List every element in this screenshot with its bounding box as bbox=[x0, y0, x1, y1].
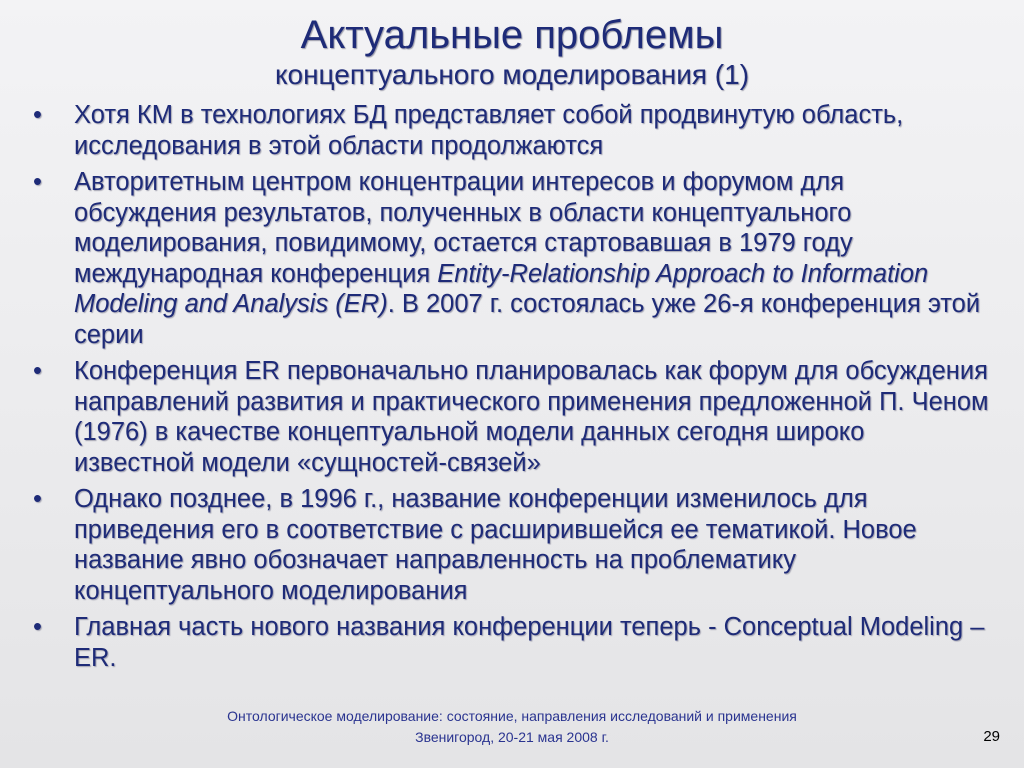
slide-title: Актуальные проблемы bbox=[300, 13, 724, 57]
bullet-item-1 bbox=[30, 100, 990, 161]
bullet-item-4 bbox=[30, 484, 990, 606]
bullet-marker: • bbox=[33, 613, 42, 641]
bullet-text: Хотя КМ в технологиях БД представляет собой продвинутую область, исследования в этой области продолжаются bbox=[74, 101, 904, 160]
conference-name: Entity-Relationship Approach to Information Modeling and Analysis (ER) bbox=[74, 259, 929, 318]
bullet-list bbox=[30, 100, 990, 679]
bullet-item-3 bbox=[30, 356, 990, 478]
bullet-marker: • bbox=[33, 168, 42, 196]
bullet-marker: • bbox=[33, 485, 42, 513]
page-number: 29 bbox=[983, 728, 1000, 745]
bullet-text: Главная часть нового названия конференции теперь - Conceptual Modeling – ER. bbox=[74, 613, 985, 672]
footer-event-title: Онтологическое моделирование: состояние, направления исследований и применения bbox=[227, 708, 797, 724]
bullet-text-plain: . В 2007 г. состоялась уже 26-я конференция этой серии bbox=[74, 290, 981, 349]
bullet-text: Однако позднее, в 1996 г., название конференции изменилось для приведения его в соответствие с расширившейся ее тематикой. Новое название явно обозначает направленность на проблематику концептуального моделирования bbox=[74, 485, 917, 605]
footer-event-location-date: Звенигород, 20-21 мая 2008 г. bbox=[415, 729, 609, 745]
bullet-text: Конференция ER первоначально планировалась как форум для обсуждения направлений развития и практического применения предложенной П. Ченом (1976) в качестве концептуальной модели данных сегодня широко известной модели «сущностей-связей» bbox=[74, 357, 989, 477]
bullet-marker: • bbox=[33, 101, 42, 129]
bullet-item-5 bbox=[30, 612, 990, 673]
bullet-text-plain: Авторитетным центром концентрации интересов и форумом для обсуждения результатов, полученных в области концептуального моделирования, повидимому, остается стартовавшая в 1979 году международная конференция bbox=[74, 168, 853, 288]
slide-subtitle: концептуального моделирования (1) bbox=[274, 59, 750, 90]
bullet-marker: • bbox=[33, 357, 42, 385]
bullet-text bbox=[74, 168, 980, 349]
bullet-item-2 bbox=[30, 167, 990, 350]
